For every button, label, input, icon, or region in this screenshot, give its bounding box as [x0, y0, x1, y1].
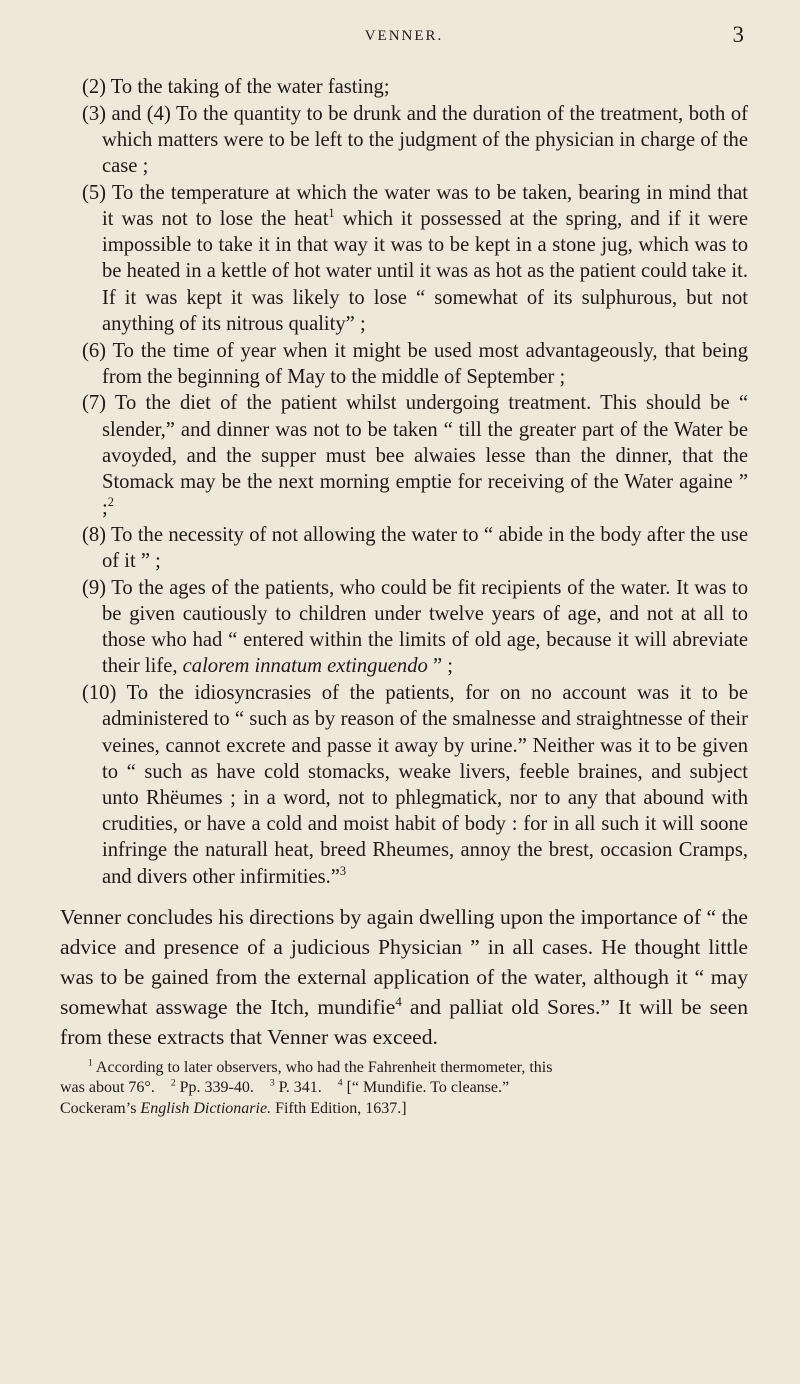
numbered-list: [60, 74, 748, 890]
page-header: [60, 0, 748, 74]
footnote-marker: 2: [107, 495, 114, 510]
page-number: 3: [732, 22, 744, 47]
list-item: (6) To the time of year when it might be used most advantageously, that being from the beginning of May to the middle of September ;: [82, 339, 748, 388]
footnote-line-2: was about 76°. $^2$ Pp. 339-40. $^3$ P. 341. $^4$ [“ Mundifie. To cleanse.”: [60, 1077, 510, 1097]
latin-phrase: calorem innatum extinguendo: [182, 655, 428, 678]
list-item: (2) To the taking of the water fasting;: [82, 76, 390, 98]
list-item: (5) To the temperature at which the water was to be taken, bearing in mind that it was not to lose the heat$^1$ which it possessed at the spring, and if it were impossible to take it in that way it was to be kept in a stone jug, which was to be heated in a kettle of hot water until it was as hot as the patient could take it. If it was kept it was likely to lose “ somewhat of its sulphurous, but not anything of its nitrous quality” ;: [82, 181, 749, 335]
footnotes: [60, 1058, 748, 1120]
footnote-marker: 1: [328, 206, 335, 221]
list-item: (3) and (4) To the quantity to be drunk and the duration of the treatment, both of which matters were to be left to the judgment of the physician in charge of the case ;: [82, 102, 748, 178]
list-item: (9) To the ages of the patients, who could be fit recipients of the water. It was to be given cautiously to children under twelve years of age, and not at all to those who had “ entered within the limits of old age, because it will abreviate their life, calorem innatum extinguendo ” ;: [82, 576, 748, 678]
running-head: VENNER.: [364, 28, 444, 44]
footnote-1: $^1$ According to later observers, who had the Fahrenheit thermometer, this: [88, 1057, 553, 1076]
footnote-marker: 3: [339, 863, 347, 878]
footnote-marker: 4: [395, 993, 402, 1009]
list-item: (10) To the idiosyncrasies of the patients, for on no account was it to be administered to “ such as by reason of the smalnesse and straightnesse of their veines, cannot excrete and passe it away by urine.” Neither was it to be given to “ such as have cold stomacks, weake livers, feeble braines, and subject unto Rhëumes ; in a word, not to phlegmatick, nor to any that abound with crudities, or have a cold and moist habit of body : for in all such it will soone infringe the naturall heat, breed Rheumes, annoy the brest, occasion Cramps, and divers other infirmities.”$^3$: [82, 682, 748, 888]
footnote-line-3: Cockeram’s English Dictionarie. Fifth Edition, 1637.]: [60, 1099, 407, 1117]
list-item: (7) To the diet of the patient whilst undergoing treatment. This should be “ slender,” and dinner was not to be taken “ till the greater part of the Water be avoyded, and the supper must bee alwaies lesse than the dinner, that the Stomack may be the next morning emptie for receiving of the Water againe ” ;$^2$: [82, 392, 748, 520]
body-paragraph: Venner concludes his directions by again dwelling upon the importance of “ the advice and presence of a judicious Physician ” in all cases. He thought little was to be gained from the external application of the water, although it “ may somewhat asswage the Itch, mundifie$^4$ and palliat old Sores.” It will be seen from these extracts that Venner was exceed.: [60, 904, 748, 1049]
list-item: (8) To the necessity of not allowing the water to “ abide in the body after the use of it ” ;: [82, 523, 748, 573]
